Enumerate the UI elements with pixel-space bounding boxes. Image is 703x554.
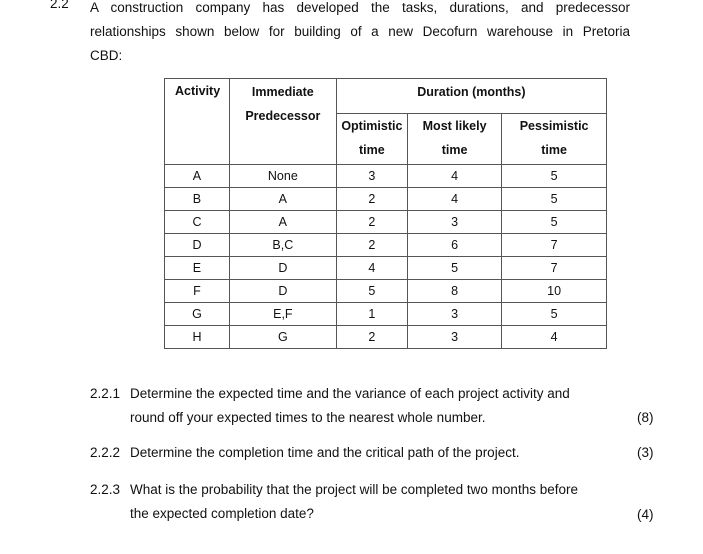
intro-line: relationships shown below for building of a new Decofurn warehouse in Pretoria [90,24,630,39]
cell-pessimistic: 7 [502,257,607,280]
cell-predecessor: B,C [229,234,336,257]
header-predecessor-line1: Immediate [251,85,314,99]
cell-optimistic: 2 [336,211,407,234]
header-predecessor [229,79,336,165]
header-most-likely [407,113,501,164]
header-optimistic-line2: time [359,142,385,157]
subquestion-line: round off your expected times to the nearest whole number. [130,410,486,425]
intro-line: A construction company has developed the tasks, durations, and predecessor [90,0,630,15]
cell-predecessor: G [229,326,336,349]
cell-optimistic: 2 [336,188,407,211]
cell-optimistic: 3 [336,165,407,188]
subquestion-text [130,478,630,526]
header-duration: Duration (months) [336,79,606,114]
cell-pessimistic: 4 [502,326,607,349]
header-most-likely-line2: time [441,142,468,157]
header-pessimistic-line1: Pessimistic [519,118,589,133]
cell-activity: C [165,211,230,234]
cell-predecessor: A [229,188,336,211]
cell-activity: G [165,303,230,326]
cell-optimistic: 2 [336,234,407,257]
cell-pessimistic: 5 [502,165,607,188]
header-activity: Activity [165,79,230,165]
cell-activity: F [165,280,230,303]
cell-most-likely: 4 [407,165,501,188]
cell-optimistic: 1 [336,303,407,326]
cell-pessimistic: 5 [502,188,607,211]
table-row [165,280,607,303]
cell-predecessor: E,F [229,303,336,326]
cell-optimistic: 4 [336,257,407,280]
cell-activity: H [165,326,230,349]
marks-label: (3) [637,445,654,460]
duration-table [164,78,607,349]
table-row [165,234,607,257]
cell-predecessor: D [229,280,336,303]
cell-predecessor: None [229,165,336,188]
marks-label: (4) [637,507,654,522]
subquestion-number: 2.2.2 [90,445,121,460]
table-row [165,165,607,188]
cell-predecessor: A [229,211,336,234]
question-intro [90,0,630,68]
subquestion-line: the expected completion date? [130,506,314,521]
subquestion-text [130,441,630,465]
cell-optimistic: 2 [336,326,407,349]
table-row [165,188,607,211]
marks-label: (8) [637,410,654,425]
header-pessimistic [502,113,607,164]
subquestion-number: 2.2.3 [90,482,121,497]
cell-pessimistic: 5 [502,211,607,234]
subquestion-line: What is the probability that the project will be completed two months before [130,482,578,497]
subquestion-line: Determine the expected time and the variance of each project activity and [130,386,570,401]
cell-most-likely: 5 [407,257,501,280]
cell-most-likely: 3 [407,303,501,326]
subquestion-number: 2.2.1 [90,386,121,401]
cell-pessimistic: 5 [502,303,607,326]
intro-line: CBD: [90,48,123,63]
cell-optimistic: 5 [336,280,407,303]
header-optimistic [336,113,407,164]
cell-activity: E [165,257,230,280]
cell-activity: A [165,165,230,188]
header-most-likely-line1: Most likely [422,118,487,133]
subquestion-text [130,382,630,430]
subquestion-line: Determine the completion time and the critical path of the project. [130,445,520,460]
header-optimistic-line1: Optimistic [341,118,403,133]
cell-most-likely: 3 [407,211,501,234]
cell-most-likely: 4 [407,188,501,211]
table-row [165,211,607,234]
cell-most-likely: 8 [407,280,501,303]
cell-most-likely: 3 [407,326,501,349]
cell-pessimistic: 7 [502,234,607,257]
question-number: 2.2 [50,0,69,11]
cell-predecessor: D [229,257,336,280]
table-row [165,303,607,326]
cell-pessimistic: 10 [502,280,607,303]
header-predecessor-line2: Predecessor [245,109,321,123]
cell-activity: D [165,234,230,257]
cell-most-likely: 6 [407,234,501,257]
cell-activity: B [165,188,230,211]
header-pessimistic-line2: time [541,142,567,157]
table-row [165,257,607,280]
table-row [165,326,607,349]
